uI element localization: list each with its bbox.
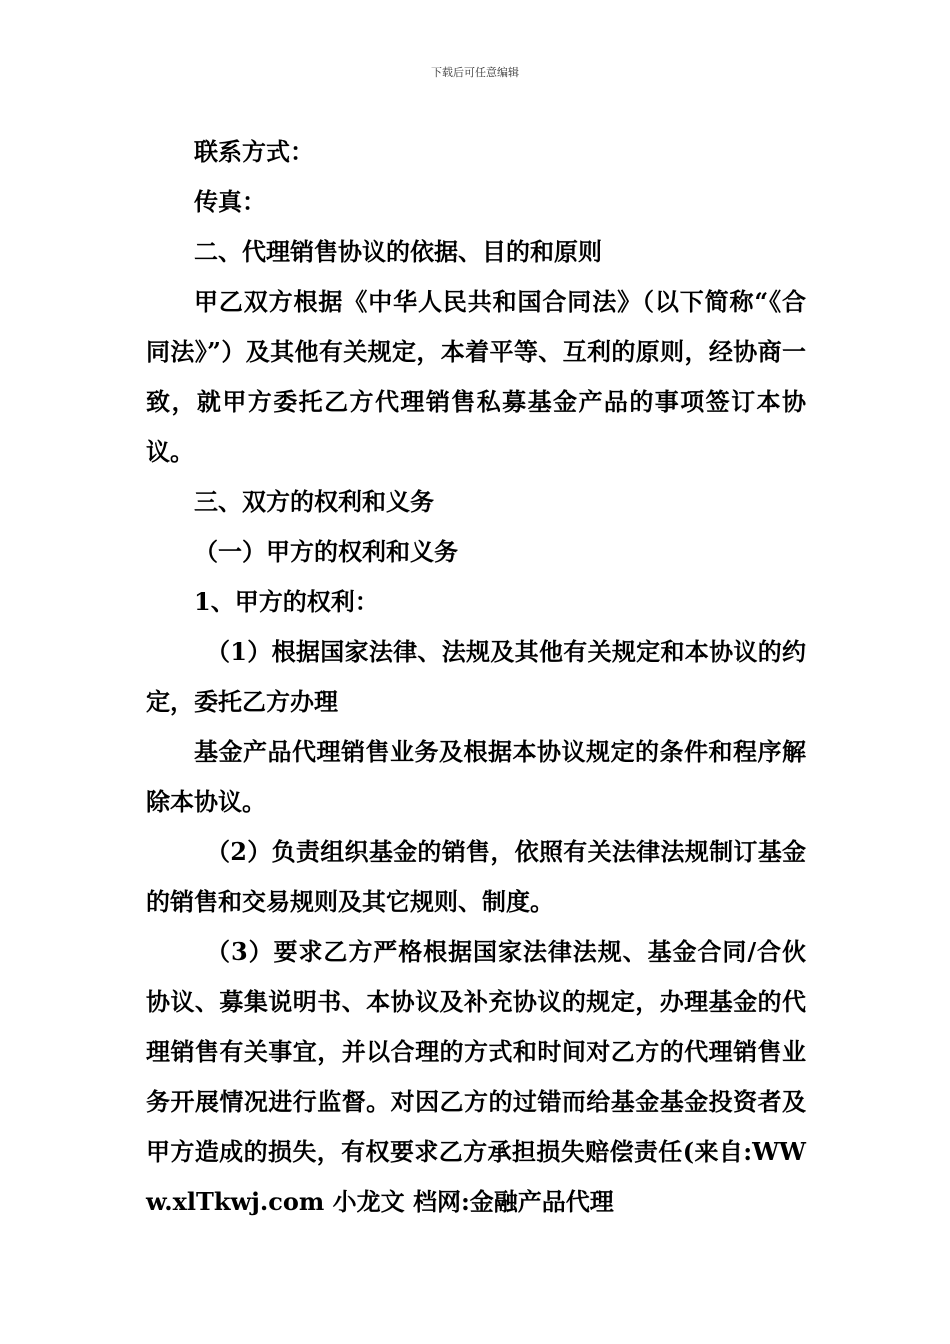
clause-1-continued: 基金产品代理销售业务及根据本协议规定的条件和程序解除本协议。	[146, 737, 806, 816]
clause-3: （3）要求乙方严格根据国家法律法规、基金合同/合伙协议、募集说明书、本协议及补充协议的规定，办理基金的代理销售有关事宜，并以合理的方式和时间对乙方的代理销售业务开展情况进行监督。对因乙方的过错而给基金基金投资者及甲方造成的损失，有权要求乙方承担损失赔偿责任(来自:WWw.xlTkwj.com 小龙文 档网:金融产品代理	[146, 937, 806, 1216]
page-header-note: 下载后可任意编辑	[431, 66, 519, 79]
clause-2: （2）负责组织基金的销售，依照有关法律法规制订基金的销售和交易规则及其它规则、制度。	[146, 837, 806, 916]
clause-1: （1）根据国家法律、法规及其他有关规定和本协议的约定，委托乙方办理	[146, 637, 806, 716]
subsection-heading-party-a: （一）甲方的权利和义务	[194, 537, 458, 566]
section-heading-basis: 二、代理销售协议的依据、目的和原则	[194, 237, 602, 266]
section-heading-rights: 三、双方的权利和义务	[194, 487, 434, 516]
document-body	[146, 127, 806, 1227]
paragraph-basis: 甲乙双方根据《中华人民共和国合同法》（以下简称“《合同法》”）及其他有关规定，本着平等、互利的原则，经协商一致，就甲方委托乙方代理销售私募基金产品的事项签订本协议。	[146, 287, 806, 466]
item-heading-party-a-rights: 1、甲方的权利：	[194, 587, 379, 616]
contact-method-line: 联系方式：	[194, 137, 314, 166]
fax-line: 传真：	[194, 187, 266, 216]
